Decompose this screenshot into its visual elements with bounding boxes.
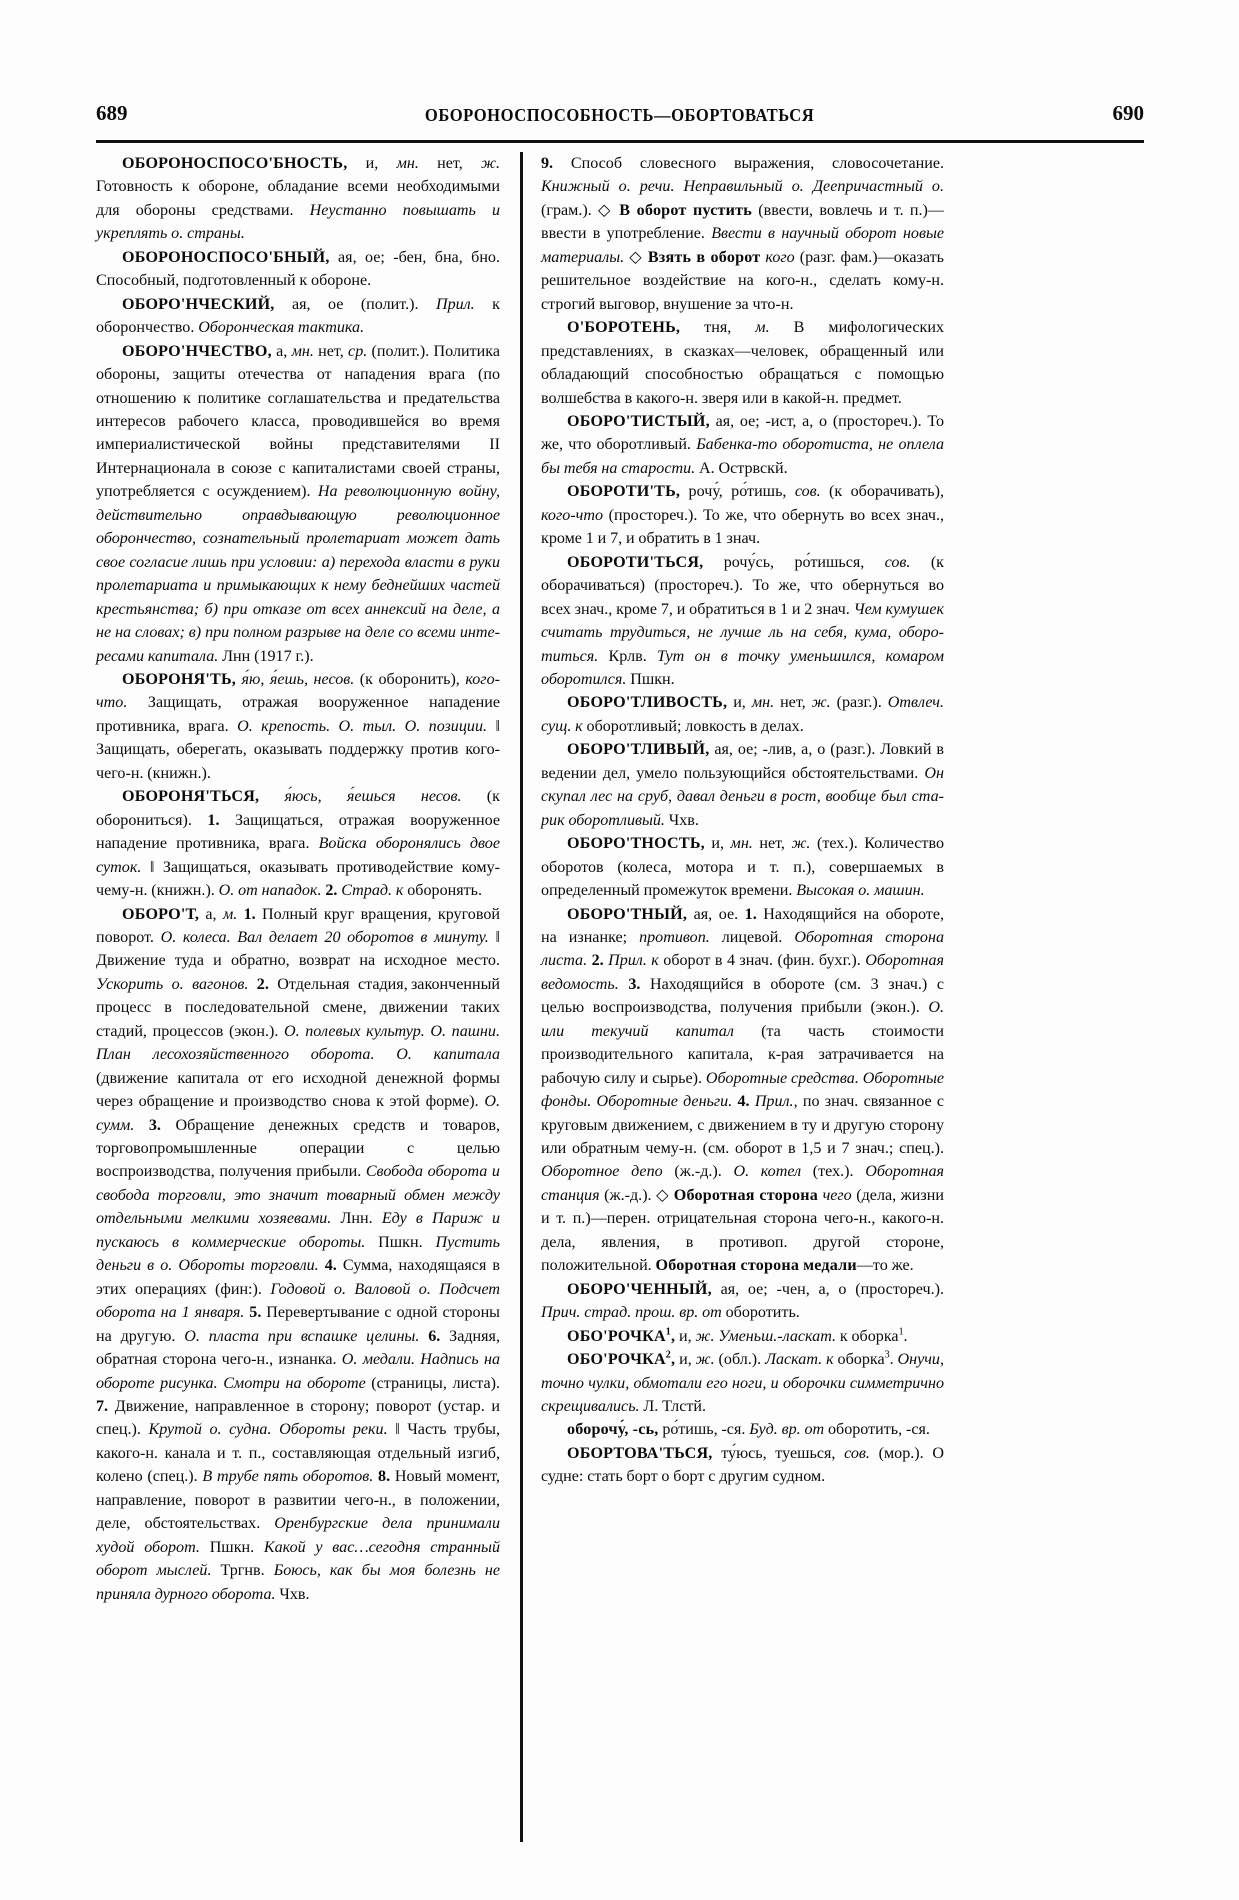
dictionary-entry: ОБОРОНЯ'ТЬСЯ, я́юсь, я́ешься несов. (к оборониться). 1. Защищаться, отражая вооруженное нападение противника, врага. Войска оборонялись двое суток. ‖ Защищаться, оказывать противодействие кому-чему-н. (книжн.). О. от нападок. 2. Страд. к оборонять. — [96, 788, 501, 900]
column-container — [96, 152, 1144, 1842]
dictionary-entry: ОБОРО'ТНОСТЬ, и, мн. нет, ж. (тех.). Количество оборотов (колеса, мотора и т. п.), совершаемых в определенный промежуток времени. Высокая о. машин. — [541, 835, 945, 900]
dictionary-entry-continuation: 9. Способ словесного выражения, словосочетание. Книжный о. речи. Неправильный о. Деепричастный о. (грам.). ◇ В оборот пустить (ввести, вовлечь и т. п.)—ввести в употребление. Ввести в научный оборот новые материалы. ◇ Взять в оборот кого (разг. фам.)—оказать решительное воздействие на кого-н., сделать кому-н. строгий выговор, внушение за что-н. — [541, 155, 945, 313]
dictionary-entry: О'БОРОТЕНЬ, тня, м. В мифологических представлениях, в сказках—человек, обращенный или обладающий способностью обращаться с помощью волшебства в какого-н. зверя или в какой-н. предмет. — [541, 319, 945, 407]
dictionary-entry: ОБОРОНЯ'ТЬ, я́ю, я́ешь, несов. (к оборонить), кого-что. Защищать, отражая вооруженное нападение противника, врага. О. крепость. О. тыл. О. позиции. ‖ Защищать, оберегать, оказывать поддержку против кого-чего-н. (книжн.). — [96, 670, 500, 782]
dictionary-entry: ОБОРО'ЧЕННЫЙ, ая, ое; -чен, а, о (простореч.). Прич. страд. прош. вр. от оборотить. — [541, 1280, 944, 1322]
dictionary-entry: ОБОРОНОСПОСО'БНЫЙ, ая, ое; -бен, бна, бно. Способный, подготовленный к обороне. — [96, 248, 500, 290]
right-column — [541, 152, 944, 1842]
running-title: ОБОРОНОСПОСОБНОСТЬ—ОБОРТОВАТЬСЯ — [425, 105, 815, 125]
left-column — [96, 152, 500, 1842]
column-divider-rule — [520, 152, 523, 1842]
header-rule — [96, 140, 1144, 143]
dictionary-entry: ОБОРО'НЧЕСТВО, а, мн. нет, ср. (полит.). Политика обороны, защиты отечества от нападения врага (по отношению к политике соглашательства и предательства интересов рабочего класса, проводившейся во время империалистической войны представителями II Интернационала в союзе с капиталистами своей страны, употребляется с осуждением). На революционную войну, действительно оправдывающую революционное оборончество, сознательный пролетариат может дать свое согласие лишь при условии: а) перехода власти в руки пролетариата и примыкающих к нему беднейших частей крестьянства; б) при отказе от всех аннексий на деле, а не на словах; в) при полном разрыве на деле со всеми интересами капитала. Лнн (1917 г.). — [96, 342, 500, 665]
dictionary-entry: ОБОРО'ТЛИВОСТЬ, и, мн. нет, ж. (разг.). Отвлеч. сущ. к оборотливый; ловкость в делах. — [541, 694, 944, 735]
dictionary-entry: ОБОРО'Т, а, м. 1. Полный круг вращения, круговой поворот. О. колеса. Вал делает 20 оборотов в минуту. ‖ Движение туда и обратно, возврат на исходное место. Ускорить о. вагонов. 2. Отдельная стадия, законченный процесс в последовательной смене, движении таких стадий, процессов (экон.). О. полевых культур. О. пашни. План лесохозяйственного оборота. О. капитала (движение капитала от его исходной денежной формы через обращение и производство снова к этой форме). О. сумм. 3. Обращение денежных средств и товаров, торговопромышленные операции с целью воспроизводства, получения прибыли. Свобода оборота и свобода торговли, это значит товарный обмен между отдельными мелкими хозяевами. Лнн. Еду в Париж и пускаюсь в коммерческие обороты. Пшкн. Пустить деньги в о. Обороты торговли. 4. Сумма, находящаяся в этих операциях (фин:). Годовой о. Валовой о. Подсчет оборота на 1 января. 5. Перевертывание с одной стороны на другую. О. пласта при вспашке целины. 6. Задняя, обратная сторона чего-н., изнанка. О. медали. Надпись на обороте рисунка. Смотри на обороте (страницы, листа). 7. Движение, направленное в сторону; поворот (устар. и спец.). Крутой о. судна. Обороты реки. ‖ Часть трубы, какого-н. канала и т. п., составляющая отдельный изгиб, колено (спец.). В трубе пять оборотов. 8. Новый момент, направление, поворот в развитии чего-н., в положении, деле, обстоятельствах. Оренбургские дела принимали худой оборот. Пшкн. Какой у вас…сегодня странный оборот мыслей. Тргнв. Боюсь, как бы моя болезнь не приняла дурного оборота. Чхв. — [96, 905, 501, 1603]
dictionary-entry: ОБОРТОВА'ТЬСЯ, ту́юсь, туешься, сов. (мор.). О судне: стать борт о борт с другим судном. — [541, 1444, 944, 1486]
dictionary-entry: оборочу́, -сь, ро́тишь, -ся. Буд. вр. от оборотить, -ся. — [567, 1421, 930, 1439]
page-number-left: 689 — [96, 101, 128, 125]
dictionary-entry: ОБОРО'НЧЕСКИЙ, ая, ое (полит.). Прил. к оборончество. Оборонческая тактика. — [96, 295, 500, 337]
dictionary-entry: ОБОРОТИ'ТЬ, рочу́, ро́тишь, сов. (к оборачивать), кого-что (простореч.). То же, что обернуть во всех знач., кроме 1 и 7, и обратить в 1 знач. — [541, 483, 944, 548]
dictionary-entry: ОБОРО'ТИСТЫЙ, ая, ое; -ист, а, о (простореч.). То же, что оборотливый. Бабенка-то оборотиста, не оплела бы тебя на старости. А. Острвскй. — [541, 412, 945, 477]
dictionary-entry: ОБОРОНОСПОСО'БНОСТЬ, и, мн. нет, ж. Готовность к обороне, обладание всеми необходимыми для обороны средствами. Неустанно повышать и укреплять о. страны. — [96, 155, 500, 243]
dictionary-entry: ОБОРОТИ'ТЬСЯ, рочу́сь, ро́тишься, сов. (к оборачиваться) (простореч.). То же, что обернуться во всех знач., кроме 7, и обратиться в 1 и 2 знач. Чем кумушек считать трудиться, не лучше ль на себя, кума, оборотиться. Крлв. Тут он в точку уменьшился, комаром оборотился. Пшкн. — [541, 553, 945, 688]
page-number-right: 690 — [1112, 101, 1144, 125]
dictionary-entry: ОБО'РОЧКА$^1$, и, ж. Уменьш.-ласкат. к оборка$^1$. — [567, 1326, 908, 1345]
dictionary-entry: ОБО'РОЧКА$^2$, и, ж. (обл.). Ласкат. к оборка$^3$. Онучи, точно чулки, обмотали его ноги, и оборочки симметрично скрещивались. Л. Тлстй. — [541, 1349, 944, 1416]
dictionary-entry: ОБОРО'ТЛИВЫЙ, ая, ое; -лив, а, о (разг.). Ловкий в ведении дел, умело пользующийся обстоятельствами. Он скупал лес на сруб, давал деньги в рост, вообще был старик оборотливый. Чхв. — [541, 741, 944, 829]
dictionary-entry: ОБОРО'ТНЫЙ, ая, ое. 1. Находящийся на обороте, на изнанке; противоп. лицевой. Оборотная сторона листа. 2. Прил. к оборот в 4 знач. (фин. бухг.). Оборотная ведомость. 3. Находящийся в обороте (см. 3 знач.) с целью воспроизводства, получения прибыли (экон.). О. или текучий капитал (та часть стоимости производительного капитала, к-рая затрачивается на рабочую силу и сырье). Оборотные средства. Оборотные фонды. Оборотные деньги. 4. Прил., по знач. связанное с круговым движением, с движением в ту и другую сторону или обратным чему-н. (см. оборот в 1,5 и 7 знач.; спец.). Оборотное депо (ж.-д.). О. котел (тех.). Оборотная станция (ж.-д.). ◇ Оборотная сторона чего (дела, жизни и т. п.)—перен. отрицательная сторона чего-н., какого-н. дела, явления, в противоп. другой стороне, положительной. Оборотная сторона медали—то же. — [541, 905, 945, 1275]
running-head — [96, 96, 1144, 126]
